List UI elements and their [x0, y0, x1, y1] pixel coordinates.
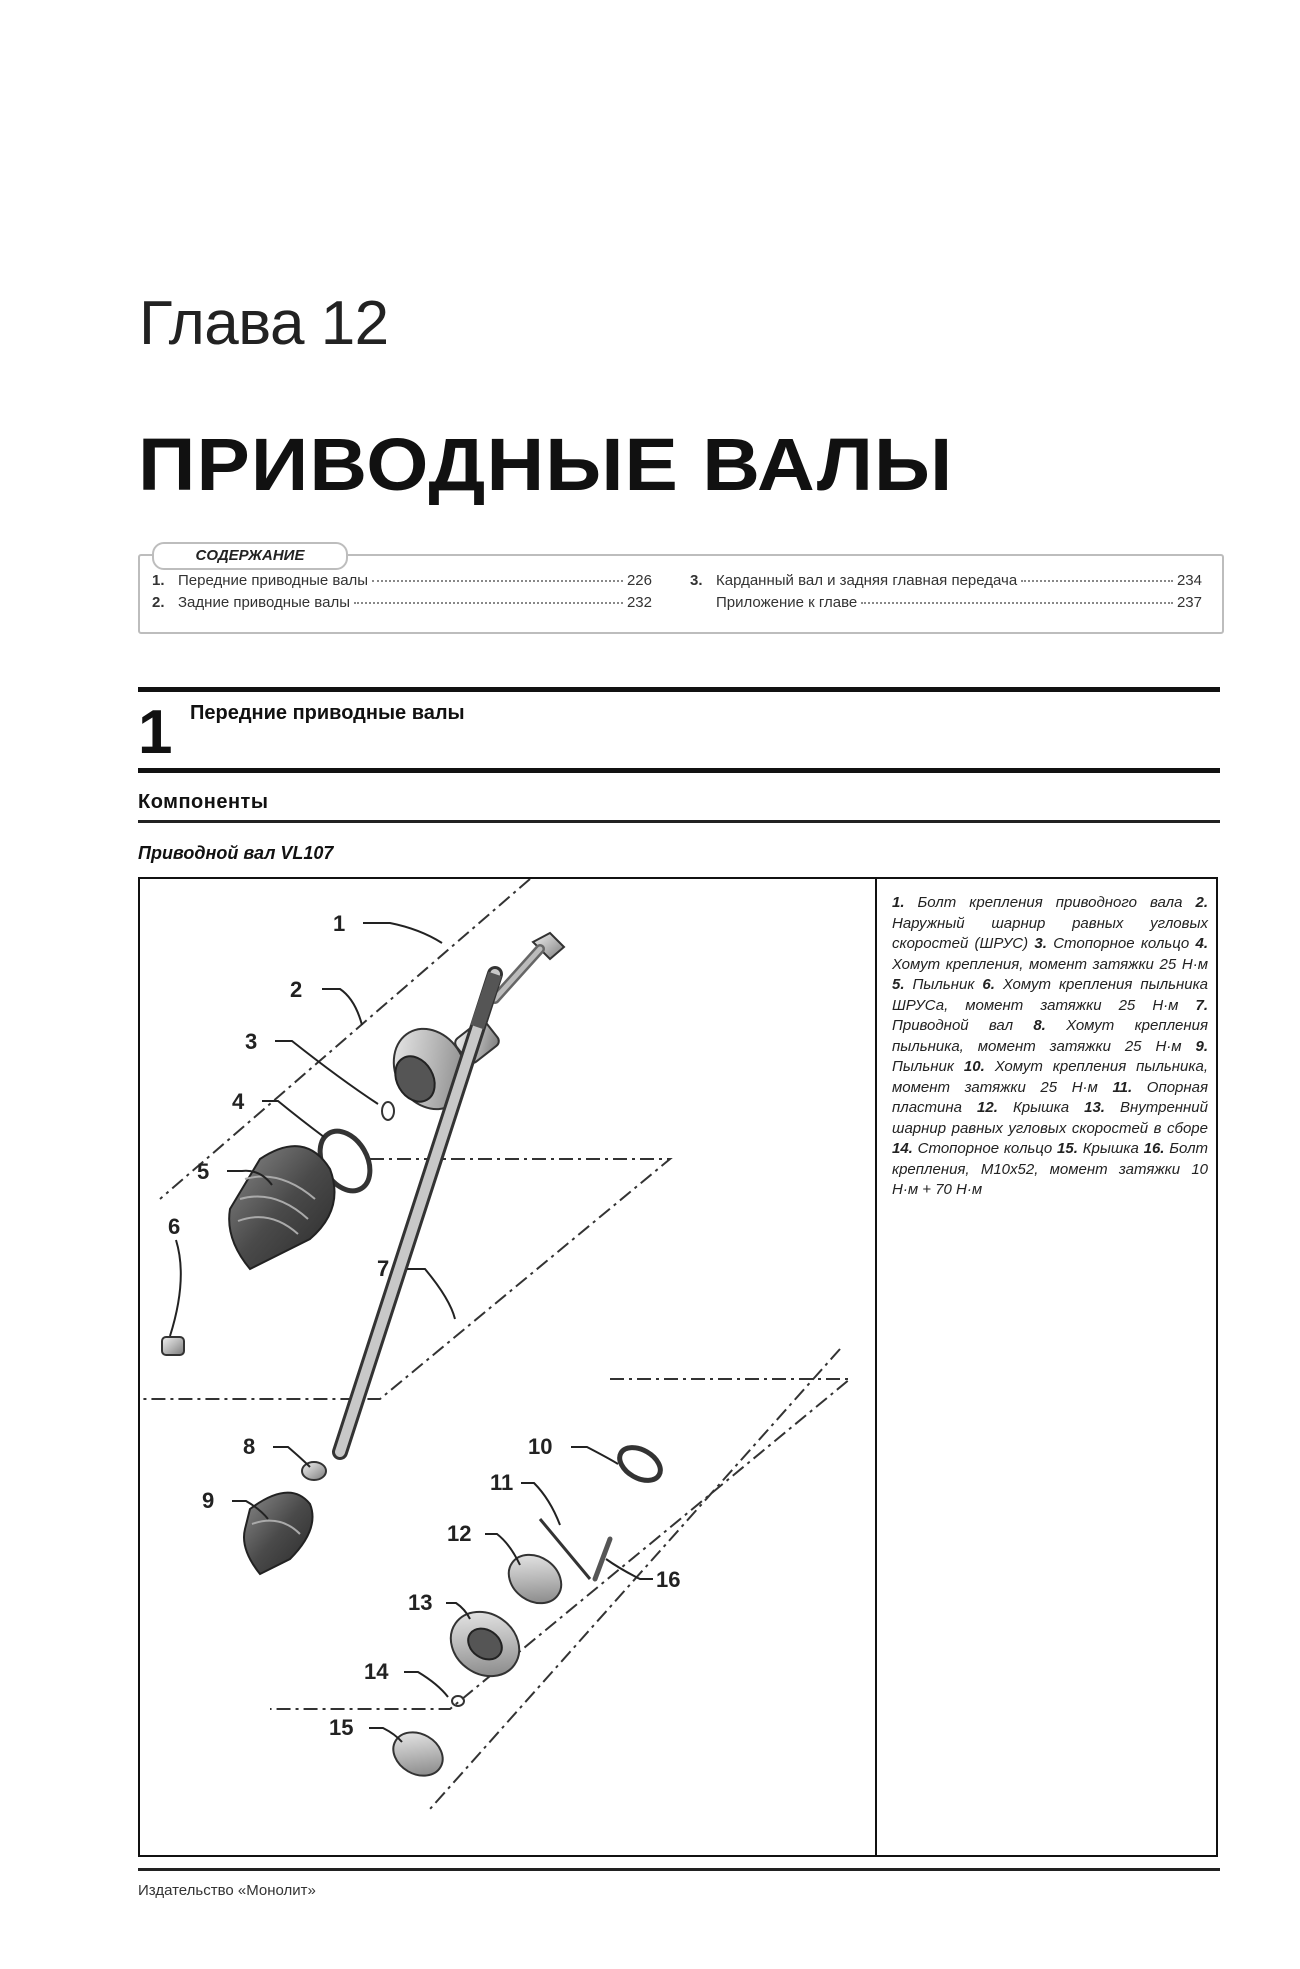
legend-number: 4.: [1195, 935, 1208, 952]
legend-number: 14.: [892, 1140, 913, 1157]
inner-cv-joint-part: [438, 1599, 531, 1689]
legend-text: Хомут крепления, момент затяжки 25 Н·м: [892, 955, 1208, 973]
chapter-label: Глава 12: [139, 289, 389, 358]
legend-text: Приводной вал: [892, 1017, 1014, 1034]
legend-text: Болт крепления, M10x52, момент затяжки 10 Н·м + 70 Н·м: [892, 1140, 1209, 1198]
drive-shaft-diagram: [140, 879, 874, 1855]
legend-text: Пыльник: [912, 976, 975, 993]
section-number: 1: [138, 698, 173, 767]
legend-text: Хомут крепления пыльника ШРУСа, момент затяжки 25 Н·м: [892, 976, 1209, 1014]
callout-number: 13: [408, 1590, 433, 1615]
toc-heading: СОДЕРЖАНИЕ: [152, 542, 348, 570]
cover-part: [499, 1545, 570, 1613]
toc-item-label: Карданный вал и задняя главная передача: [716, 572, 1018, 589]
legend-number: 16.: [1143, 1140, 1165, 1157]
legend-text: Внутренний шарнир равных угловых скоростей в сборе: [892, 1099, 1208, 1137]
legend-text: Хомут крепления пыльника, момент затяжки 25 Н·м: [892, 1017, 1209, 1055]
footer-rule: [138, 1868, 1220, 1871]
callout-number: 12: [447, 1521, 472, 1546]
callout-number: 9: [202, 1488, 215, 1513]
legend-text: Пыльник: [892, 1058, 954, 1075]
legend-number: 8.: [1033, 1017, 1046, 1034]
boot-part: [229, 1146, 334, 1269]
legend-number: 1.: [892, 894, 905, 911]
toc-item-page: 232: [626, 594, 652, 611]
legend-number: 12.: [977, 1099, 998, 1116]
legend-number: 3.: [1034, 935, 1047, 952]
toc-item[interactable]: [152, 594, 652, 611]
legend-number: 2.: [1195, 894, 1208, 911]
legend-text: Наружный шарнир равных угловых скоростей (ШРУС): [892, 914, 1208, 952]
toc-item-page: 234: [1176, 572, 1202, 589]
clamp-8-part: [302, 1462, 326, 1480]
ring-part: [614, 1441, 666, 1487]
legend-text: Крышка: [1012, 1099, 1070, 1116]
legend-text: Крышка: [1082, 1140, 1139, 1157]
callout-number: 2: [290, 977, 303, 1002]
circlip-14-part: [452, 1696, 464, 1706]
toc-leader: [372, 580, 623, 582]
callout-number: 8: [243, 1434, 256, 1459]
chapter-title: ПРИВОДНЫЕ ВАЛЫ: [138, 423, 954, 506]
toc-item[interactable]: [690, 594, 1202, 611]
legend-number: 7.: [1195, 996, 1208, 1014]
toc-item-page: 226: [626, 572, 652, 589]
subheading-rule: [138, 820, 1220, 823]
callout-number: 5: [197, 1159, 210, 1184]
toc-item-number: 1.: [152, 572, 165, 589]
legend-text: Хомут крепления пыльника, момент затяжки 25 Н·м: [892, 1058, 1208, 1096]
callout-number: 4: [232, 1089, 245, 1114]
figure-caption: Приводной вал VL107: [138, 843, 334, 863]
legend-text: Стопорное кольцо: [917, 1140, 1053, 1157]
callout-number: 7: [377, 1256, 390, 1281]
toc-item-label: Приложение к главе: [716, 594, 858, 611]
legend-number: 13.: [1084, 1099, 1105, 1116]
legend-number: 9.: [1195, 1037, 1209, 1055]
legend-number: 10.: [963, 1058, 985, 1075]
section-title: Передние приводные валы: [190, 702, 465, 724]
callout-number: 1: [333, 911, 346, 936]
toc-leader: [1021, 580, 1173, 582]
legend-number: 5.: [892, 976, 905, 993]
toc-item-label: Передние приводные валы: [178, 572, 369, 589]
toc-leader: [861, 602, 1173, 604]
callout-number: 3: [245, 1029, 258, 1054]
legend-number: 11.: [1112, 1078, 1133, 1096]
toc-item-page: 237: [1176, 594, 1202, 611]
section-bottom-rule: [138, 768, 1220, 773]
figure-legend: [892, 893, 1208, 1201]
section-top-rule: [138, 687, 1220, 692]
publisher-name: Издательство «Монолит»: [138, 1882, 316, 1899]
callout-number: 15: [329, 1715, 354, 1740]
boot-9-part: [244, 1493, 313, 1574]
cover-15-part: [385, 1724, 450, 1785]
callout-number: 10: [528, 1434, 553, 1459]
callout-number: 14: [364, 1659, 389, 1684]
toc-item[interactable]: [152, 572, 652, 589]
legend-number: 15.: [1057, 1140, 1078, 1157]
toc-item-label: Задние приводные валы: [178, 594, 350, 611]
figure-divider: [875, 877, 877, 1857]
subheading: Компоненты: [138, 791, 269, 813]
small-clamp-part: [162, 1337, 184, 1355]
toc-item-number: 3.: [690, 572, 703, 589]
bolt-16-part: [595, 1539, 610, 1579]
toc-leader: [354, 602, 623, 604]
legend-number: 6.: [982, 976, 995, 993]
callout-number: 16: [656, 1567, 681, 1592]
callout-number: 6: [168, 1214, 181, 1239]
callout-number: 11: [490, 1470, 514, 1495]
legend-text: Болт крепления приводного вала: [917, 894, 1183, 911]
bolt-part: [495, 933, 564, 999]
legend-text: Опорная пластина: [892, 1078, 1209, 1116]
toc-item[interactable]: [690, 572, 1202, 589]
legend-text: Стопорное кольцо: [1053, 935, 1190, 952]
circlip-part: [382, 1102, 394, 1120]
toc-item-number: 2.: [152, 594, 165, 611]
